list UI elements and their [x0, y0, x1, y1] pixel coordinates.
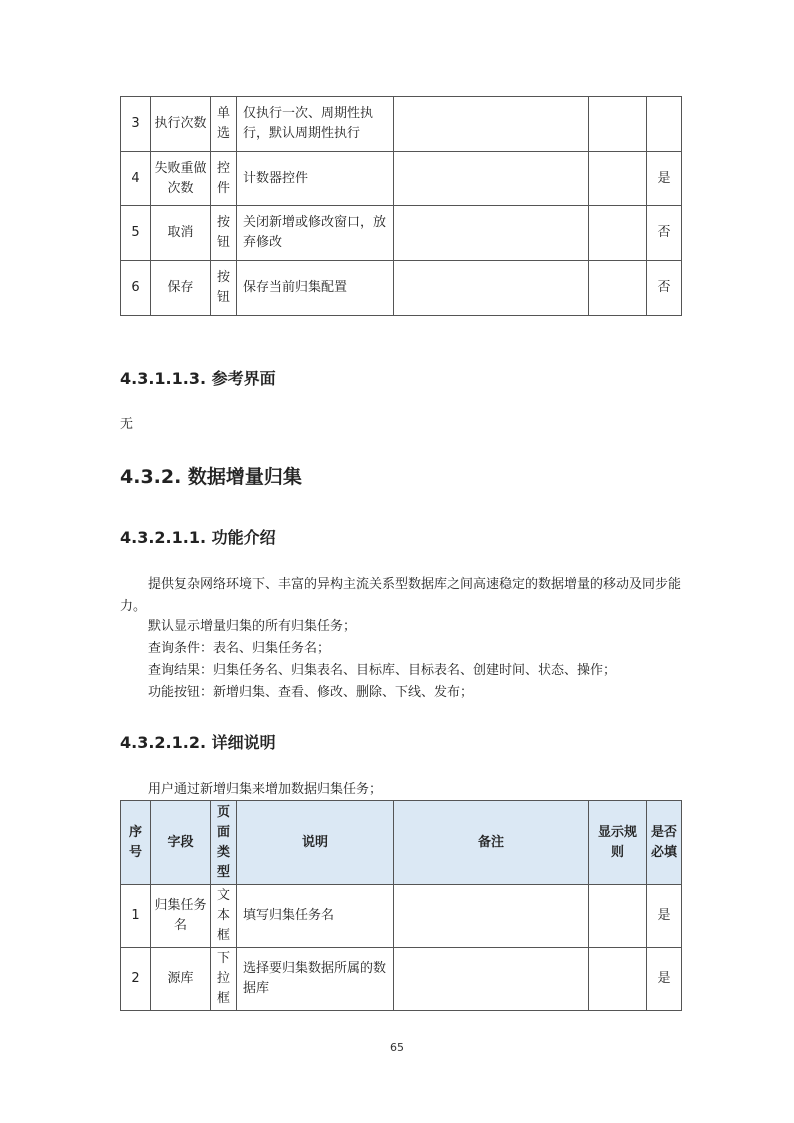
intro-line-buttons: 功能按钮：新增归集、查看、修改、删除、下线、发布；	[148, 685, 474, 700]
row-no: 6	[121, 261, 151, 316]
row-required: 否	[647, 261, 682, 316]
row-rule	[589, 261, 647, 316]
intro-line-result: 查询结果：归集任务名、归集表名、目标库、目标表名、创建时间、状态、操作；	[148, 663, 617, 678]
header-type: 页面类型	[211, 801, 237, 885]
table-row	[121, 261, 682, 316]
row-field: 失败重做次数	[151, 152, 211, 206]
row-note	[394, 97, 589, 152]
row-field: 归集任务名	[151, 885, 211, 948]
table-row	[121, 97, 682, 152]
row-no: 5	[121, 206, 151, 261]
header-no: 序号	[121, 801, 151, 885]
row-field: 执行次数	[151, 97, 211, 152]
reference-ui-body: 无	[120, 417, 134, 432]
table-row	[121, 152, 682, 206]
row-desc: 选择要归集数据所属的数据库	[237, 948, 394, 1011]
header-note: 备注	[394, 801, 589, 885]
section-heading-incremental: 4.3.2. 数据增量归集	[120, 466, 302, 488]
row-no: 2	[121, 948, 151, 1011]
table-header-row	[121, 801, 682, 885]
row-note	[394, 261, 589, 316]
row-type: 下拉框	[211, 948, 237, 1011]
row-note	[394, 206, 589, 261]
detail-intro: 用户通过新增归集来增加数据归集任务；	[148, 782, 383, 797]
section-heading-intro: 4.3.2.1.1. 功能介绍	[120, 528, 276, 547]
section-heading-detail: 4.3.2.1.2. 详细说明	[120, 733, 276, 752]
intro-paragraph: 提供复杂网络环境下、丰富的异构主流关系型数据库之间高速稳定的数据增量的移动及同步能力。	[120, 577, 682, 614]
row-no: 4	[121, 152, 151, 206]
row-type: 单选	[211, 97, 237, 152]
row-field: 保存	[151, 261, 211, 316]
row-required	[647, 97, 682, 152]
row-rule	[589, 152, 647, 206]
row-required: 是	[647, 152, 682, 206]
row-desc: 填写归集任务名	[237, 885, 394, 948]
intro-line-query: 查询条件：表名、归集任务名；	[148, 641, 331, 656]
table-row	[121, 885, 682, 948]
page-number: 65	[390, 1041, 404, 1054]
row-field: 源库	[151, 948, 211, 1011]
header-field: 字段	[151, 801, 211, 885]
table-row	[121, 948, 682, 1011]
row-no: 3	[121, 97, 151, 152]
row-no: 1	[121, 885, 151, 948]
row-rule	[589, 97, 647, 152]
intro-line-default: 默认显示增量归集的所有归集任务；	[148, 619, 357, 634]
row-required: 否	[647, 206, 682, 261]
row-field: 取消	[151, 206, 211, 261]
row-desc: 计数器控件	[237, 152, 394, 206]
row-required: 是	[647, 948, 682, 1011]
row-note	[394, 152, 589, 206]
row-desc: 保存当前归集配置	[237, 261, 394, 316]
field-table-continued	[120, 96, 682, 316]
row-type: 文本框	[211, 885, 237, 948]
row-desc: 仅执行一次、周期性执行，默认周期性执行	[237, 97, 394, 152]
field-table	[120, 800, 682, 1011]
section-heading-reference-ui: 4.3.1.1.3. 参考界面	[120, 369, 276, 388]
row-note	[394, 885, 589, 948]
row-rule	[589, 885, 647, 948]
row-type: 按钮	[211, 206, 237, 261]
row-type: 控件	[211, 152, 237, 206]
header-required: 是否必填	[647, 801, 682, 885]
row-note	[394, 948, 589, 1011]
header-desc: 说明	[237, 801, 394, 885]
row-rule	[589, 948, 647, 1011]
row-rule	[589, 206, 647, 261]
header-rule: 显示规则	[589, 801, 647, 885]
row-required: 是	[647, 885, 682, 948]
row-desc: 关闭新增或修改窗口，放弃修改	[237, 206, 394, 261]
row-type: 按钮	[211, 261, 237, 316]
table-row	[121, 206, 682, 261]
